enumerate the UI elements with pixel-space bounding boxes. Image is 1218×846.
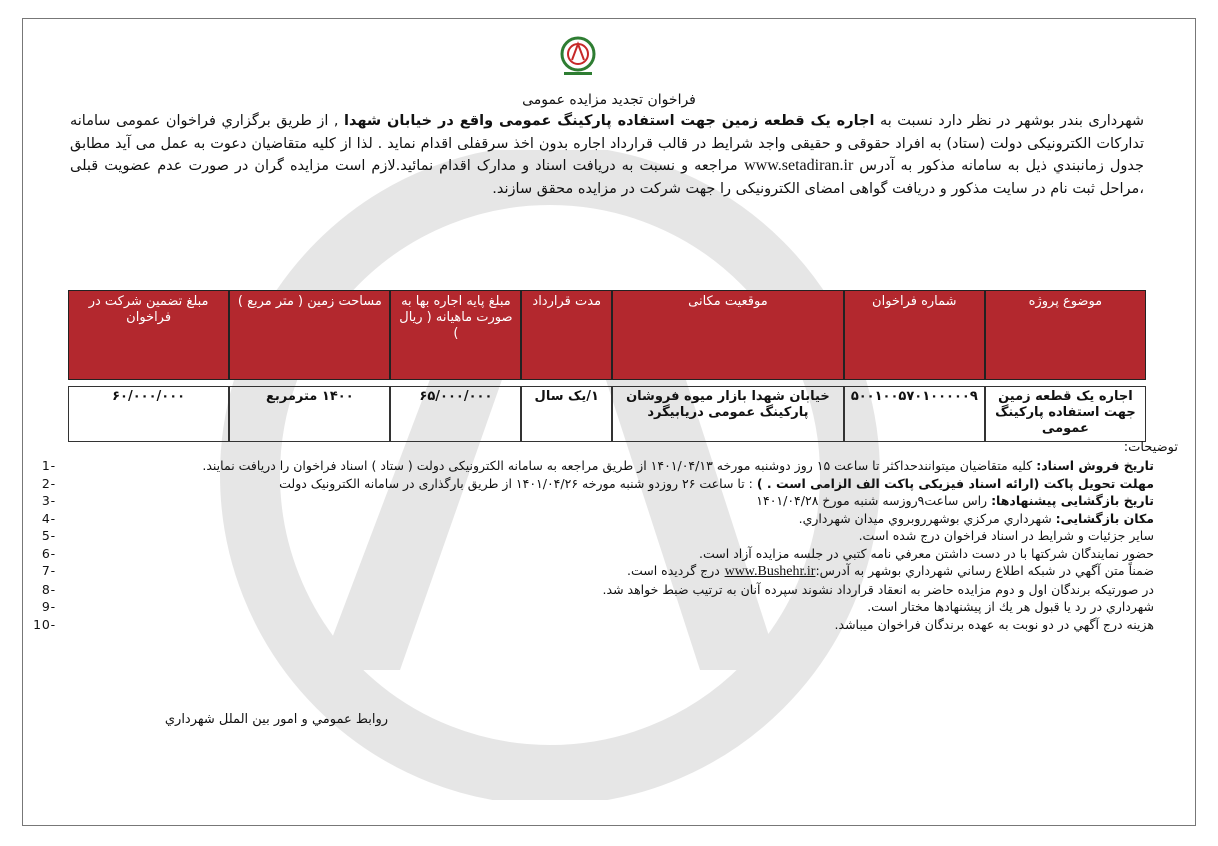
note-text: شهرداري مرکزي بوشهرروبروي میدان شهرداري.	[798, 510, 1056, 526]
list-item	[30, 510, 1154, 528]
intro-bold-subject: اجاره یک قطعه زمین جهت استفاده پارکینگ عمومی واقع در خیابان شهدا	[343, 113, 875, 129]
note-number: 4-	[41, 510, 56, 526]
list-item	[30, 527, 1154, 545]
col-land-area: مساحت زمین ( متر مربع )	[229, 290, 390, 380]
tender-table	[68, 284, 1146, 448]
note-bold: مهلت تحویل پاکت (ارائه اسناد فیزیکی پاکت الف الزامی است . )	[756, 475, 1154, 491]
list-item	[30, 492, 1154, 510]
note-text: ضمناً متن آگهي در شبکه اطلاع رساني شهرداري بوشهر به آدرس:	[815, 563, 1154, 578]
list-item	[30, 616, 1154, 634]
cell-project-subject: اجاره یک قطعه زمین جهت استفاده پارکینگ عمومی	[985, 386, 1146, 442]
intro-part-1: شهرداری بندر بوشهر در نظر دارد نسبت به	[879, 113, 1145, 129]
note-text: سایر جزئیات و شرایط در اسناد فراخوان درج شده است.	[858, 528, 1154, 543]
col-call-number: شماره فراخوان	[844, 290, 985, 380]
note-text: : تا ساعت ۲۶ روزدو شنبه مورخه ۱۴۰۱/۰۴/۲۶ از طریق بارگذاری در سامانه الکترونیک دولت	[279, 475, 757, 491]
list-item	[30, 562, 1154, 581]
table-header-row	[68, 290, 1146, 380]
col-guarantee-amount: مبلغ تضمین شرکت در فراخوان	[68, 290, 229, 380]
note-text: در صورتیکه برندگان اول و دوم مزایده حاضر به انعقاد قرارداد نشوند سپرده آنان به ترتیب ضبط خواهد شد.	[602, 581, 1154, 597]
col-base-rent: مبلغ پایه اجاره بها به صورت ماهیانه ( ریال )	[390, 290, 521, 380]
note-number: 1-	[41, 458, 56, 473]
note-bold: تاریخ بازگشایی پیشنهادها:	[991, 493, 1154, 508]
list-item	[30, 457, 1154, 475]
note-text: هزینه درج آگهي در دو نوبت به عهده برندگان فراخوان میباشد.	[834, 616, 1154, 632]
note-number: 3-	[41, 493, 56, 508]
notice-title: فراخوان تجدید مزایده عمومی	[522, 92, 696, 108]
note-text: کلیه متقاضیان میتوانندحداکثر تا ساعت ۱۵ روز دوشنبه مورخه ۱۴۰۱/۰۴/۱۳ از طریق مراجعه به سامانه الکترونیکی دولت ( ستاد ) اسناد فراخوان را دریافت نمایند.	[202, 458, 1037, 473]
col-contract-duration: مدت قرارداد	[521, 290, 612, 380]
list-item	[30, 545, 1154, 563]
intro-part-3: , از طریق برگزاري فراخوان عمومی سامانه تدارکات الکترونیکی دولت (ستاد) به افراد حقوقی و حقیقی واجد شرایط در قالب قرارداد اجاره بدون اخذ سرقفلی اقدام نماید . لذا از کلیه متقاضیان دعوت به عمل می آید مطابق جدول زمانبندي ذیل به سامانه مذکور به آدرس	[70, 113, 1145, 174]
note-number: 5-	[41, 528, 56, 543]
notes-list	[30, 457, 1154, 633]
note-text: حضور نمایندگان شرکتها با در دست داشتن معرفي نامه کتبي در جلسه مزایده آزاد است.	[699, 545, 1154, 561]
note-text: راس ساعت۹روزسه شنبه مورخ ۱۴۰۱/۰۴/۲۸	[756, 493, 992, 508]
col-project-subject: موضوع پروژه	[985, 290, 1146, 380]
list-item	[30, 598, 1154, 616]
col-location: موقعیت مکانی	[612, 290, 844, 380]
notes-heading: توضیحات:	[1123, 440, 1178, 455]
intro-paragraph	[70, 110, 1144, 200]
note-number: 7-	[41, 563, 56, 578]
footer-signature: روابط عمومي و امور بین الملل شهرداري	[164, 712, 388, 727]
note-number: 6-	[41, 545, 56, 561]
list-item	[30, 581, 1154, 599]
cell-base-rent: ۶۵/۰۰۰/۰۰۰	[390, 386, 521, 442]
table-row	[68, 386, 1146, 442]
note-number: 10-	[33, 616, 56, 632]
note-text: شهرداري در رد یا قبول هر یك از پیشنهادها مختار است.	[867, 599, 1154, 614]
municipality-logo	[554, 34, 602, 80]
cell-location: خیابان شهدا بازار میوه فروشان پارکینگ عمومی دریابیگرد	[612, 386, 844, 442]
cell-land-area: ۱۴۰۰ مترمربع	[229, 386, 390, 442]
intro-part-4: مراجعه و نسبت به دریافت اسناد و مدارک اقدام نمائید.لازم است مزایده گران در صورت عدم عضویت قبلی ،مراحل ثبت نام در سایت مذکور و دریافت گواهی امضای الکترونیکی را جهت شرکت در مزایده محقق سازند.	[70, 158, 1144, 197]
setadiran-link[interactable]: www.setadiran.ir	[744, 157, 854, 174]
cell-contract-duration: ۱/یک سال	[521, 386, 612, 442]
note-number: 2-	[41, 475, 56, 491]
cell-call-number: ۵۰۰۱۰۰۵۷۰۱۰۰۰۰۰۹	[844, 386, 985, 442]
cell-guarantee-amount: ۶۰/۰۰۰/۰۰۰	[68, 386, 229, 442]
note-number: 9-	[41, 599, 56, 614]
note-bold: مکان بازگشایی:	[1055, 510, 1154, 526]
note-number: 8-	[41, 581, 56, 597]
list-item	[30, 475, 1154, 493]
note-bold: تاریخ فروش اسناد:	[1036, 458, 1154, 473]
bushehr-link[interactable]: www.Bushehr.ir	[724, 564, 816, 579]
note-text-after: درج گردیده است.	[626, 563, 725, 578]
